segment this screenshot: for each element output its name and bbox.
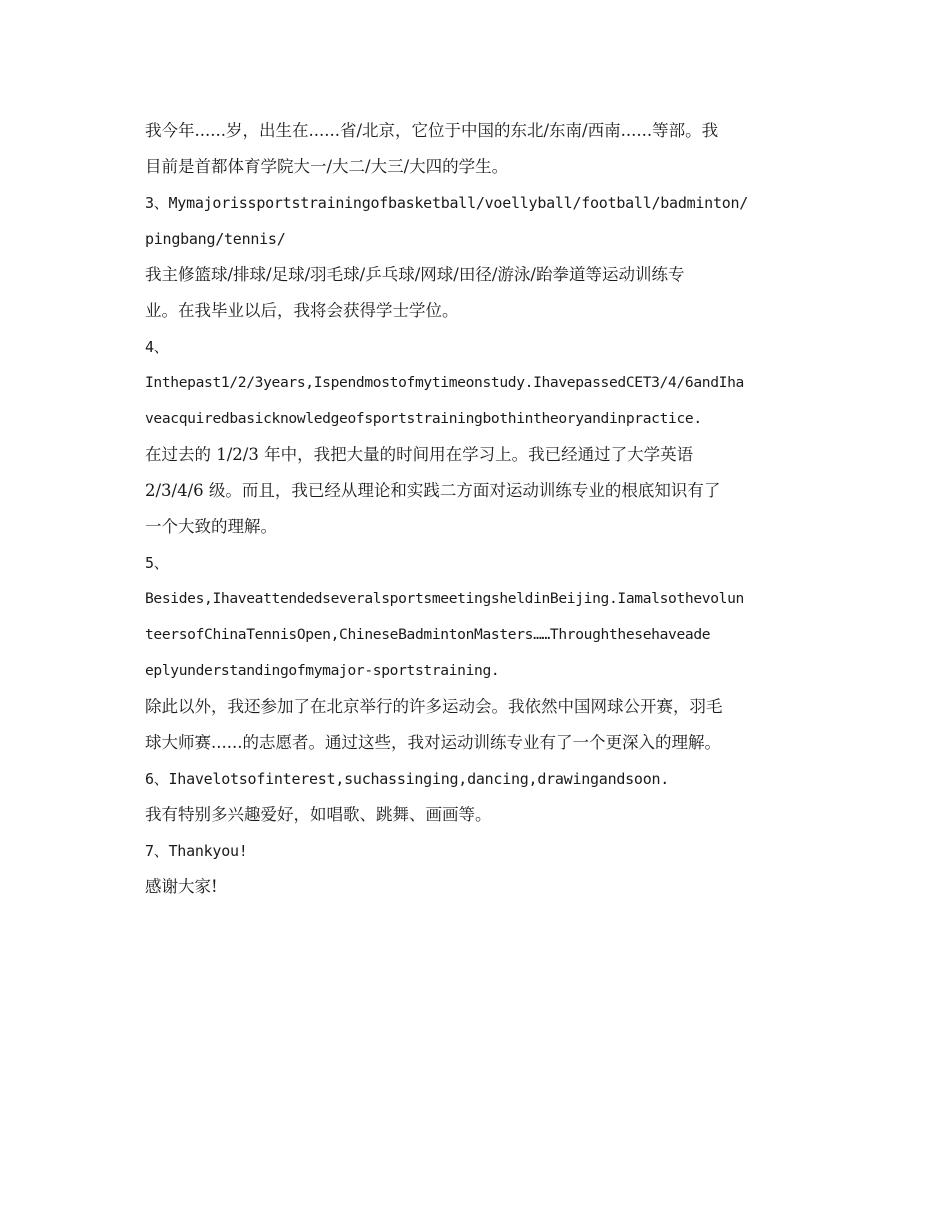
text-line: 5、 — [145, 554, 169, 572]
text-line: eplyunderstandingofmymajor-sportstraining. — [145, 662, 500, 679]
text-line: 一个大致的理解。 — [145, 517, 277, 536]
text-line: 2/3/4/6 级。而且，我已经从理论和实践二方面对运动训练专业的根底知识有了 — [145, 481, 721, 500]
text-line: 在过去的 1/2/3 年中，我把大量的时间用在学习上。我已经通过了大学英语 — [145, 445, 694, 464]
text-line: teersofChinaTennisOpen,ChineseBadmintonMasters……Throughthesehaveade — [145, 626, 711, 643]
text-line: 感谢大家! — [145, 877, 218, 896]
text-line: 我有特别多兴趣爱好，如唱歌、跳舞、画画等。 — [145, 805, 492, 824]
text-line: 球大师赛......的志愿者。通过这些，我对运动训练专业有了一个更深入的理解。 — [145, 733, 721, 752]
text-line: veacquiredbasicknowledgeofsportstrainingbothintheoryandinpractice. — [145, 410, 702, 427]
document-body — [145, 113, 810, 905]
text-line: pingbang/tennis/ — [145, 230, 286, 248]
text-line: Inthepast1/2/3years,Ispendmostofmytimeonstudy.IhavepassedCET3/4/6andIha — [145, 374, 744, 391]
text-line: 7、Thankyou! — [145, 842, 248, 860]
text-line: 3、Mymajorissportstrainingofbasketball/voellyball/football/badminton/ — [145, 194, 749, 212]
text-line: 目前是首都体育学院大一/大二/大三/大四的学生。 — [145, 157, 509, 176]
text-line: 业。在我毕业以后，我将会获得学士学位。 — [145, 301, 459, 320]
text-line: 6、Ihavelotsofinterest,suchassinging,dancing,drawingandsoon. — [145, 770, 670, 788]
text-line: 4、 — [145, 338, 169, 356]
text-line: Besides,IhaveattendedseveralsportsmeetingsheldinBeijing.Iamalsothevolun — [145, 590, 744, 607]
text-line: 我主修篮球/排球/足球/羽毛球/乒乓球/网球/田径/游泳/跆拳道等运动训练专 — [145, 265, 685, 284]
text-line: 我今年......岁，出生在......省/北京，它位于中国的东北/东南/西南......等部。我 — [145, 121, 719, 140]
text-line: 除此以外，我还参加了在北京举行的许多运动会。我依然中国网球公开赛，羽毛 — [145, 697, 723, 716]
